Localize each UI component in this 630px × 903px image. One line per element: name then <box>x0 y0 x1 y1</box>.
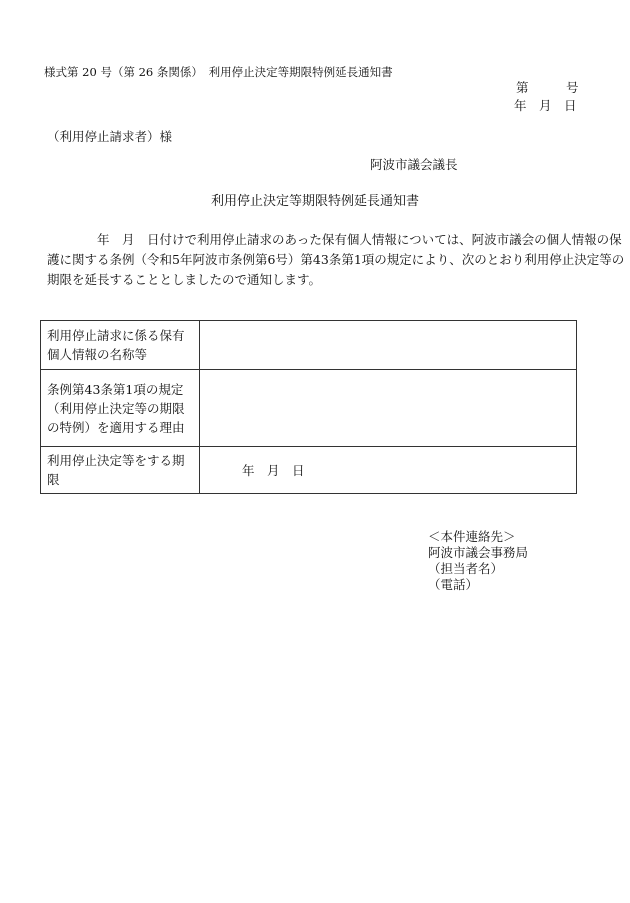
info-table <box>40 320 577 494</box>
document-title: 利用停止決定等期限特例延長通知書 <box>210 194 419 209</box>
table-row-info-name <box>41 321 577 370</box>
sender: 阿波市議会議長 <box>370 157 458 172</box>
table-value-deadline: 年 月 日 <box>200 447 577 494</box>
body-line-2: 護に関する条例（令和5年阿波市条例第6号）第43条第1項の規定により、次のとおり利用停止決定等の <box>47 252 625 267</box>
body-paragraph <box>47 230 625 290</box>
form-reference: 様式第 20 号（第 26 条関係） 利用停止決定等期限特例延長通知書 <box>44 65 393 79</box>
recipient: （利用停止請求者）様 <box>47 129 173 144</box>
body-line-1: 年 月 日付けで利用停止請求のあった保有個人情報については、阿波市議会の個人情報の保 <box>47 232 622 247</box>
table-label-reason: 条例第43条第1項の規定（利用停止決定等の期限の特例）を適用する理由 <box>41 370 200 447</box>
document-number: 第 号 <box>516 80 579 95</box>
table-row-reason <box>41 370 577 447</box>
body-line-3: 期限を延長することとしましたので通知します。 <box>47 272 322 287</box>
contact-department: 阿波市議会事務局 <box>428 545 529 560</box>
table-value-reason <box>200 370 577 447</box>
contact-person: （担当者名） <box>428 561 504 576</box>
document-date: 年 月 日 <box>514 98 577 113</box>
table-label-info-name: 利用停止請求に係る保有個人情報の名称等 <box>41 321 200 370</box>
table-row-deadline <box>41 447 577 494</box>
contact-heading: ＜本件連絡先＞ <box>428 529 516 544</box>
contact-phone: （電話） <box>428 577 479 592</box>
table-label-deadline: 利用停止決定等をする期限 <box>41 447 200 494</box>
contact-block <box>428 529 528 593</box>
table-value-info-name <box>200 321 577 370</box>
